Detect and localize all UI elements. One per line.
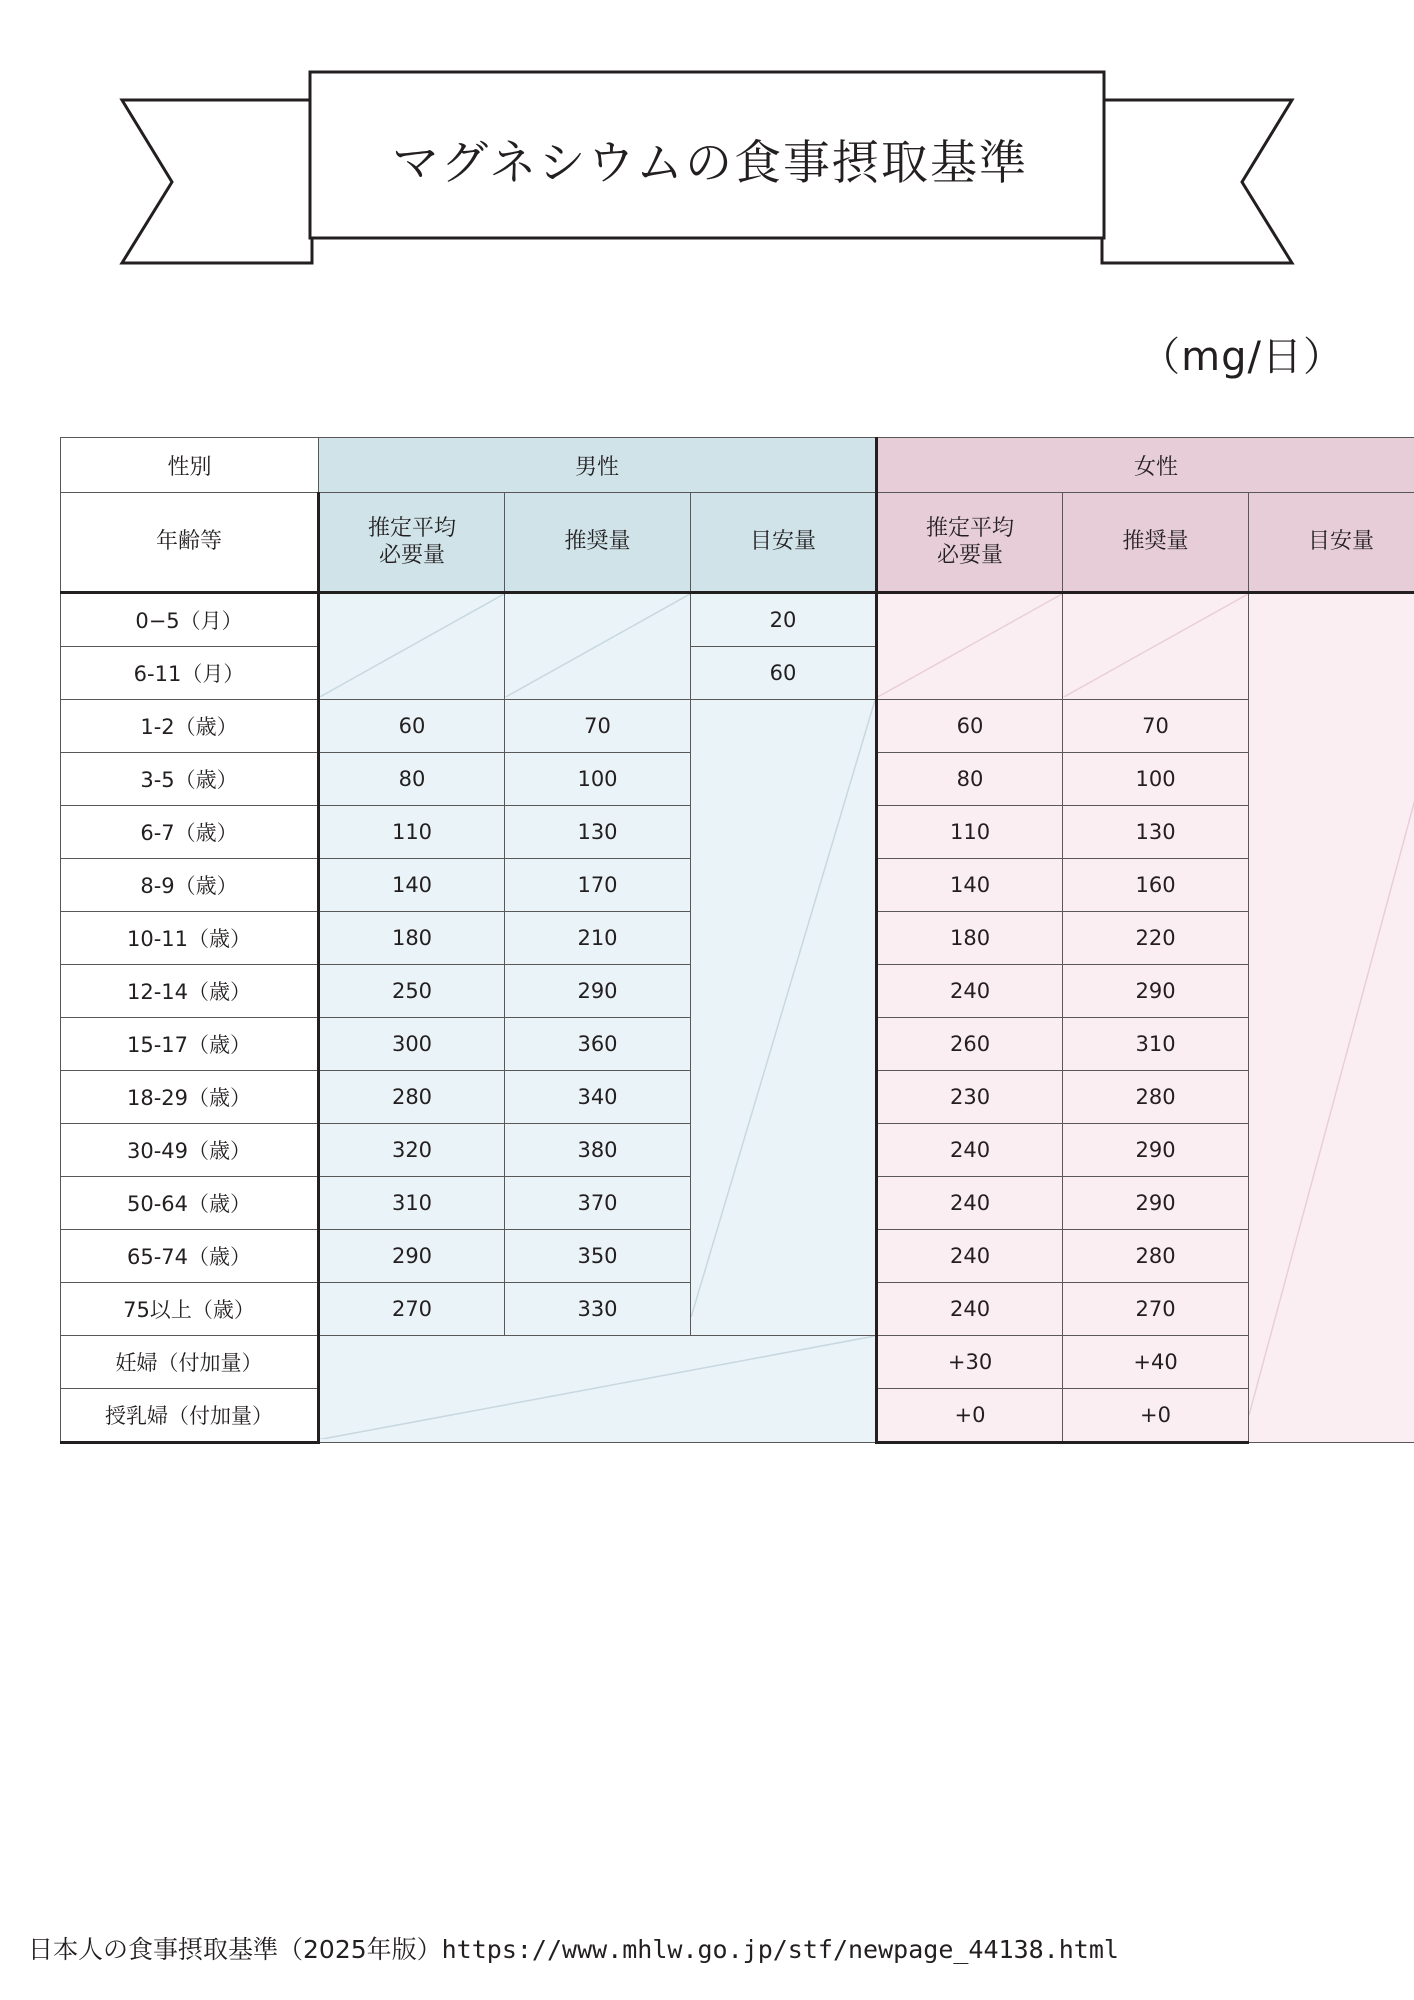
- cell-female-rda: 70: [1063, 700, 1249, 753]
- cell-male-ear: 80: [319, 753, 505, 806]
- table-row: [61, 700, 1414, 753]
- cell-female-ear: 110: [877, 806, 1063, 859]
- cell-male-ear: 280: [319, 1071, 505, 1124]
- header-sex-label: 性別: [61, 438, 319, 493]
- cell-female-rda: +40: [1063, 1336, 1249, 1389]
- cell-male-rda: 170: [505, 859, 691, 912]
- row-age: 75以上（歳）: [61, 1283, 319, 1336]
- cell-male-rda: 350: [505, 1230, 691, 1283]
- cell-male-ear: 270: [319, 1283, 505, 1336]
- cell-female-rda: 270: [1063, 1283, 1249, 1336]
- diagonal-slash: [320, 1336, 875, 1439]
- row-age: 12-14（歳）: [61, 965, 319, 1018]
- cell-male-rda-blank: [505, 593, 691, 700]
- row-age: 8-9（歳）: [61, 859, 319, 912]
- header-age-label: 年齢等: [61, 493, 319, 593]
- cell-female-ear: 60: [877, 700, 1063, 753]
- cell-female-ear: 240: [877, 1124, 1063, 1177]
- header-male-ai: 目安量: [691, 493, 877, 593]
- row-age: 10-11（歳）: [61, 912, 319, 965]
- cell-female-ear: 240: [877, 1230, 1063, 1283]
- row-age: 50-64（歳）: [61, 1177, 319, 1230]
- cell-female-rda: 310: [1063, 1018, 1249, 1071]
- cell-male-ai: 20: [691, 593, 877, 647]
- title-banner: [0, 58, 1414, 268]
- row-age: 65-74（歳）: [61, 1230, 319, 1283]
- cell-female-ear: 240: [877, 965, 1063, 1018]
- cell-male-ear: 60: [319, 700, 505, 753]
- cell-female-rda: 100: [1063, 753, 1249, 806]
- unit-label: （mg/日）: [1140, 334, 1344, 380]
- cell-female-rda: 130: [1063, 806, 1249, 859]
- cell-female-rda: 290: [1063, 1124, 1249, 1177]
- row-age: 6-11（月）: [61, 647, 319, 700]
- cell-male-ear: 180: [319, 912, 505, 965]
- cell-male-ear: 250: [319, 965, 505, 1018]
- source-text: 日本人の食事摂取基準（2025年版）: [28, 1935, 442, 1964]
- cell-female-ear: +0: [877, 1389, 1063, 1443]
- cell-female-ai-blank: [1249, 593, 1414, 1443]
- cell-male-all-blank: [319, 1336, 877, 1443]
- cell-male-rda: 210: [505, 912, 691, 965]
- cell-female-rda: 280: [1063, 1071, 1249, 1124]
- row-age: 6-7（歳）: [61, 806, 319, 859]
- diagonal-slash: [320, 594, 504, 697]
- cell-female-rda: 290: [1063, 1177, 1249, 1230]
- nutrition-table: [60, 437, 1414, 1444]
- diagonal-slash: [1249, 594, 1414, 1415]
- cell-male-ear: 110: [319, 806, 505, 859]
- cell-male-ear-blank: [319, 593, 505, 700]
- cell-male-ai-blank: [691, 700, 877, 1336]
- cell-female-ear: 80: [877, 753, 1063, 806]
- cell-female-rda: 290: [1063, 965, 1249, 1018]
- row-age: 18-29（歳）: [61, 1071, 319, 1124]
- cell-female-rda: 280: [1063, 1230, 1249, 1283]
- table-row: [61, 593, 1414, 647]
- diagonal-slash: [691, 700, 875, 1317]
- cell-male-rda: 330: [505, 1283, 691, 1336]
- header-female: 女性: [877, 438, 1414, 493]
- cell-male-rda: 380: [505, 1124, 691, 1177]
- cell-male-rda: 370: [505, 1177, 691, 1230]
- cell-female-ear: 240: [877, 1177, 1063, 1230]
- nutrition-table-wrap: [60, 437, 1375, 1444]
- header-female-ai: 目安量: [1249, 493, 1414, 593]
- cell-female-ear-blank: [877, 593, 1063, 700]
- cell-male-rda: 340: [505, 1071, 691, 1124]
- cell-male-ai: 60: [691, 647, 877, 700]
- cell-male-rda: 130: [505, 806, 691, 859]
- row-age: 3-5（歳）: [61, 753, 319, 806]
- cell-female-ear: 180: [877, 912, 1063, 965]
- cell-female-rda: 160: [1063, 859, 1249, 912]
- cell-male-ear: 300: [319, 1018, 505, 1071]
- table-header-row-sex: [61, 438, 1414, 493]
- diagonal-slash: [878, 594, 1062, 697]
- cell-female-ear: 260: [877, 1018, 1063, 1071]
- table-row: [61, 1336, 1414, 1389]
- cell-female-rda: +0: [1063, 1389, 1249, 1443]
- row-age: 0−5（月）: [61, 593, 319, 647]
- cell-male-ear: 320: [319, 1124, 505, 1177]
- cell-male-rda: 360: [505, 1018, 691, 1071]
- cell-male-ear: 290: [319, 1230, 505, 1283]
- header-female-rda: 推奨量: [1063, 493, 1249, 593]
- cell-male-rda: 100: [505, 753, 691, 806]
- cell-female-ear: 230: [877, 1071, 1063, 1124]
- header-male-rda: 推奨量: [505, 493, 691, 593]
- row-age: 30-49（歳）: [61, 1124, 319, 1177]
- cell-female-ear: 140: [877, 859, 1063, 912]
- row-age: 授乳婦（付加量）: [61, 1389, 319, 1443]
- page-title: マグネシウムの食事摂取基準: [391, 136, 1029, 191]
- cell-male-ear: 310: [319, 1177, 505, 1230]
- cell-female-ear: +30: [877, 1336, 1063, 1389]
- diagonal-slash: [1063, 594, 1248, 697]
- table-header-row-metric: [61, 493, 1414, 593]
- diagonal-slash: [505, 594, 690, 697]
- cell-male-rda: 70: [505, 700, 691, 753]
- header-male: 男性: [319, 438, 877, 493]
- cell-male-rda: 290: [505, 965, 691, 1018]
- source-url: https://www.mhlw.go.jp/stf/newpage_44138.html: [441, 1935, 1119, 1964]
- header-female-ear: 推定平均 必要量: [877, 493, 1063, 593]
- cell-female-ear: 240: [877, 1283, 1063, 1336]
- row-age: 1-2（歳）: [61, 700, 319, 753]
- source-citation: [28, 1930, 1119, 1966]
- cell-male-ear: 140: [319, 859, 505, 912]
- row-age: 妊婦（付加量）: [61, 1336, 319, 1389]
- header-male-ear: 推定平均 必要量: [319, 493, 505, 593]
- cell-female-rda-blank: [1063, 593, 1249, 700]
- cell-female-rda: 220: [1063, 912, 1249, 965]
- row-age: 15-17（歳）: [61, 1018, 319, 1071]
